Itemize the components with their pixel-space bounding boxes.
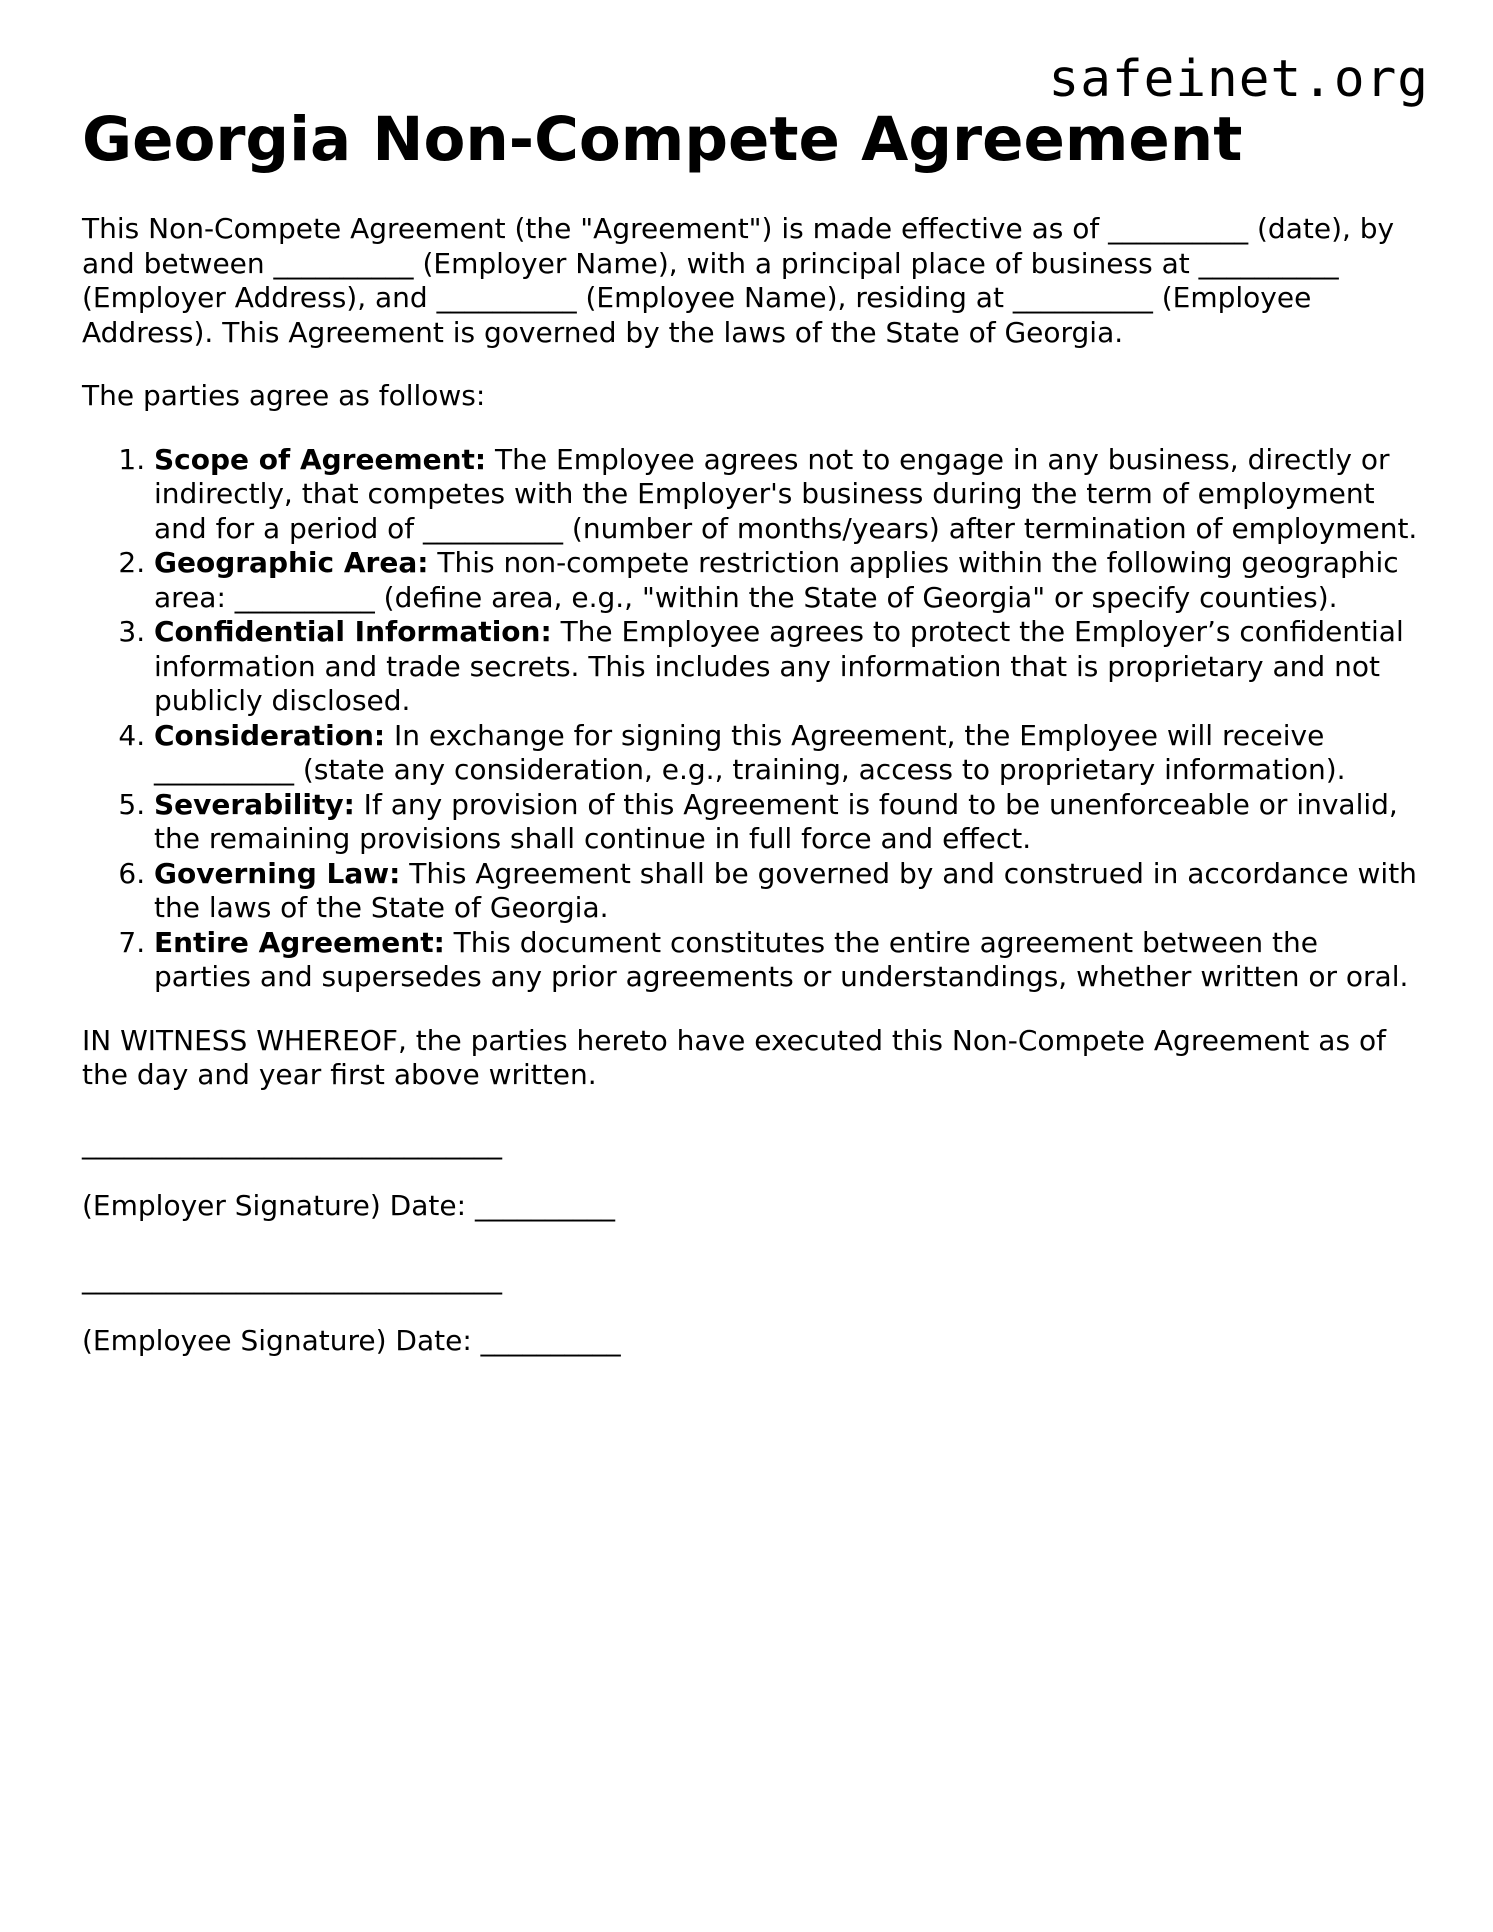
signature-spacer <box>82 1224 1422 1262</box>
employee-signature-caption: (Employee Signature) Date: __________ <box>82 1324 621 1357</box>
clause-item <box>154 719 1422 788</box>
clause-text: The Employee agrees to protect the Employer’s confidential information and trade secrets. This includes any information that is proprietary and not publicly disclosed. <box>154 615 1404 717</box>
employer-signature-line: ______________________________ <box>82 1126 502 1160</box>
lead-in-text: The parties agree as follows: <box>82 379 486 412</box>
clause-text: The Employee agrees not to engage in any business, directly or indirectly, that competes with the Employer's business during the term of employment and for a period of __________ (number of months/years) after termination of employment. <box>154 442 1418 545</box>
witness-paragraph: IN WITNESS WHEREOF, the parties hereto have executed this Non-Compete Agreement as of the day and year first above written. <box>82 1023 1386 1091</box>
clause-text: This document constitutes the entire agreement between the parties and supersedes any prior agreements or understandings, whether written or oral. <box>154 925 1409 993</box>
clause-text: If any provision of this Agreement is found to be unenforceable or invalid, the remaining provisions shall continue in full force and effect. <box>154 787 1398 855</box>
clause-term: Governing Law: <box>154 856 401 890</box>
clause-text: In exchange for signing this Agreement, the Employee will receive __________ (state any consideration, e.g., training, access to proprietary information). <box>154 718 1346 786</box>
clause-term: Consideration: <box>154 718 386 752</box>
clause-term: Entire Agreement: <box>154 925 445 959</box>
clause-item <box>154 443 1422 547</box>
clause-item <box>154 926 1422 995</box>
watermark: safeinet.org <box>1048 50 1429 109</box>
clause-term: Scope of Agreement: <box>154 442 487 476</box>
employee-signature-line: ______________________________ <box>82 1261 502 1295</box>
intro-paragraph: This Non-Compete Agreement (the "Agreement") is made effective as of __________ (date), by and between __________ (Employer Name), with a principal place of business at __________ (Employer Address), and __________ (Employee Name), residing at __________ (Employee Address). This Agreement is governed by the laws of the State of Georgia. <box>82 212 1395 349</box>
clause-term: Severability: <box>154 787 355 821</box>
clause-item <box>154 788 1422 857</box>
clause-text: This Agreement shall be governed by and construed in accordance with the laws of the State of Georgia. <box>154 856 1417 924</box>
clause-term: Confidential Information: <box>154 615 552 648</box>
clause-item <box>154 857 1422 926</box>
document-title: Georgia Non-Compete Agreement <box>82 104 1243 175</box>
clause-item <box>154 546 1422 615</box>
clause-item <box>154 615 1422 719</box>
signature-block <box>82 1127 1422 1359</box>
document-page <box>82 100 1422 1359</box>
clause-text: This non-compete restriction applies within the following geographic area: __________ (define area, e.g., "within the State of Georgia" or specify counties). <box>154 546 1399 614</box>
clause-list <box>82 443 1422 995</box>
employer-signature-caption: (Employer Signature) Date: __________ <box>82 1189 615 1222</box>
clause-term: Geographic Area: <box>154 546 429 579</box>
